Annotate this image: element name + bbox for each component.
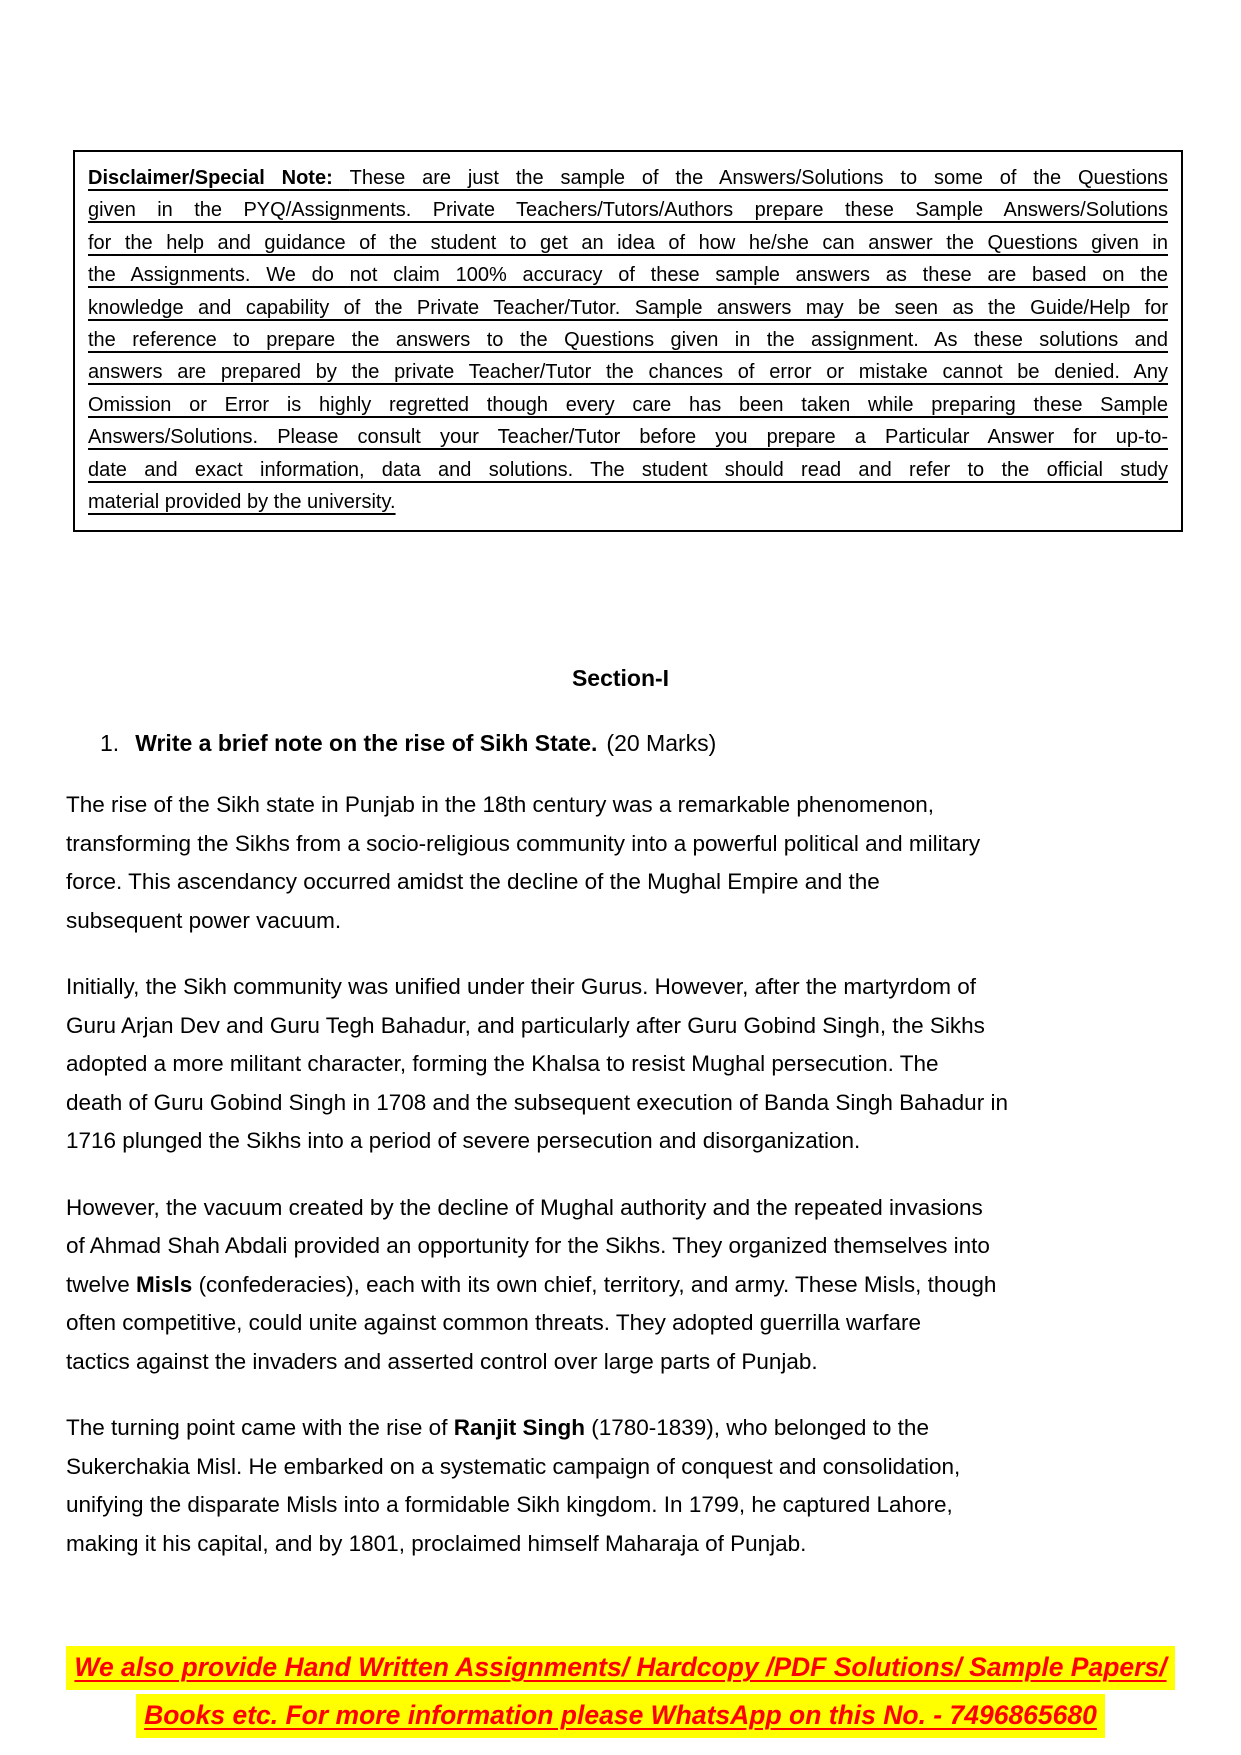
- disclaimer-line: Disclaimer/Special Note: These are just the sample of the Answers/Solutions to some of the Questions: [88, 167, 1169, 189]
- question-1: [100, 730, 716, 757]
- answer-paragraph: [66, 968, 1186, 1161]
- text-segment: 1716 plunged the Sikhs into a period of severe persecution and disorganization.: [66, 1128, 861, 1153]
- disclaimer-line: material provided by the university.: [88, 491, 396, 514]
- text-segment: The rise of the Sikh state in Punjab in the 18th century was a remarkable phenomenon,: [66, 792, 935, 817]
- highlighted-promo-text: We also provide Hand Written Assignments/ Hardcopy /PDF Solutions/ Sample Papers/: [66, 1646, 1174, 1690]
- disclaimer-line: for the help and guidance of the student to get an idea of how he/she can answer the Questions given in: [88, 231, 1168, 254]
- disclaimer-line: Omission or Error is highly regretted though every care has been taken while preparing these Sample: [88, 393, 1168, 416]
- question-marks: (20 Marks): [606, 730, 717, 756]
- promo-footer: [0, 1646, 1241, 1742]
- text-segment: twelve: [66, 1271, 137, 1297]
- disclaimer-line: the Assignments. We do not claim 100% accuracy of these sample answers as these are based on the: [88, 264, 1168, 287]
- text-segment: making it his capital, and by 1801, proclaimed himself Maharaja of Punjab.: [66, 1530, 807, 1556]
- text-segment: tactics against the invaders and asserted control over large parts of Punjab.: [66, 1348, 818, 1374]
- question-number: 1.: [100, 730, 120, 756]
- text-line: [66, 1266, 1186, 1305]
- text-line: [66, 1045, 1186, 1084]
- promo-footer-line: [0, 1646, 1241, 1694]
- text-line: [66, 1007, 1186, 1046]
- text-segment: transforming the Sikhs from a socio-religious community into a powerful political and military: [66, 830, 981, 856]
- text-line: [66, 1189, 1186, 1228]
- text-segment: Guru Arjan Dev and Guru Tegh Bahadur, and particularly after Guru Gobind Singh, the Sikhs: [66, 1012, 985, 1038]
- text-segment: often competitive, could unite against common threats. They adopted guerrilla warfare: [66, 1310, 922, 1335]
- text-segment: force. This ascendancy occurred amidst the decline of the Mughal Empire and the: [66, 869, 880, 894]
- answer-paragraph: [66, 786, 1186, 940]
- text-segment: The turning point came with the rise of: [66, 1415, 454, 1440]
- bold-term: Ranjit Singh: [453, 1415, 585, 1440]
- text-segment: adopted a more militant character, forming the Khalsa to resist Mughal persecution. The: [66, 1051, 939, 1076]
- text-line: [66, 825, 1186, 864]
- text-line: [66, 786, 1186, 825]
- highlighted-promo-text: Books etc. For more information please WhatsApp on this No. - 7496865680: [136, 1694, 1105, 1738]
- text-line: [66, 1343, 1186, 1382]
- text-segment: death of Guru Gobind Singh in 1708 and the subsequent execution of Banda Singh Bahadur in: [66, 1089, 1008, 1115]
- disclaimer-line: Answers/Solutions. Please consult your Teacher/Tutor before you prepare a Particular Answer for up-to-: [88, 426, 1168, 449]
- text-line: [66, 863, 1186, 902]
- disclaimer-line: answers are prepared by the private Teacher/Tutor the chances of error or mistake cannot be denied. Any: [88, 361, 1168, 384]
- disclaimer-lead: Disclaimer/Special Note:: [88, 167, 350, 189]
- disclaimer-line: date and exact information, data and solutions. The student should read and refer to the official study: [88, 458, 1168, 481]
- answer-paragraph: [66, 1189, 1186, 1382]
- text-segment: However, the vacuum created by the decline of Mughal authority and the repeated invasions: [66, 1194, 983, 1220]
- text-segment: unifying the disparate Misls into a formidable Sikh kingdom. In 1799, he captured Lahore,: [66, 1492, 953, 1517]
- question-text: Write a brief note on the rise of Sikh State.: [135, 730, 598, 756]
- section-title: Section-I: [571, 665, 670, 691]
- disclaimer-line: knowledge and capability of the Private Teacher/Tutor. Sample answers may be seen as the Guide/Help for: [88, 296, 1168, 319]
- text-segment: (1780-1839), who belonged to the: [584, 1415, 929, 1440]
- text-segment: (confederacies), each with its own chief, territory, and army. These Misls, though: [192, 1271, 997, 1297]
- disclaimer-line: the reference to prepare the answers to the Questions given in the assignment. As these solutions and: [88, 329, 1168, 352]
- answer-paragraph: [66, 1409, 1186, 1563]
- text-segment: Sukerchakia Misl. He embarked on a systematic campaign of conquest and consolidation,: [66, 1453, 961, 1479]
- text-segment: Initially, the Sikh community was unified under their Gurus. However, after the martyrdom of: [66, 974, 976, 999]
- promo-footer-line: [0, 1694, 1241, 1742]
- text-line: [66, 1122, 1186, 1161]
- text-line: [66, 1525, 1186, 1564]
- answer-body: [66, 786, 1186, 1591]
- text-segment: of Ahmad Shah Abdali provided an opportunity for the Sikhs. They organized themselves into: [66, 1233, 990, 1258]
- bold-term: Misls: [136, 1271, 193, 1297]
- text-line: [66, 1448, 1186, 1487]
- text-line: [66, 1486, 1186, 1525]
- text-segment: subsequent power vacuum.: [66, 907, 342, 933]
- text-line: [66, 1084, 1186, 1123]
- text-line: [66, 1227, 1186, 1266]
- text-line: [66, 1409, 1186, 1448]
- disclaimer-box: [73, 150, 1183, 532]
- text-line: [66, 902, 1186, 941]
- text-line: [66, 1304, 1186, 1343]
- text-line: [66, 968, 1186, 1007]
- disclaimer-line: given in the PYQ/Assignments. Private Teachers/Tutors/Authors prepare these Sample Answers/Solutions: [88, 199, 1168, 222]
